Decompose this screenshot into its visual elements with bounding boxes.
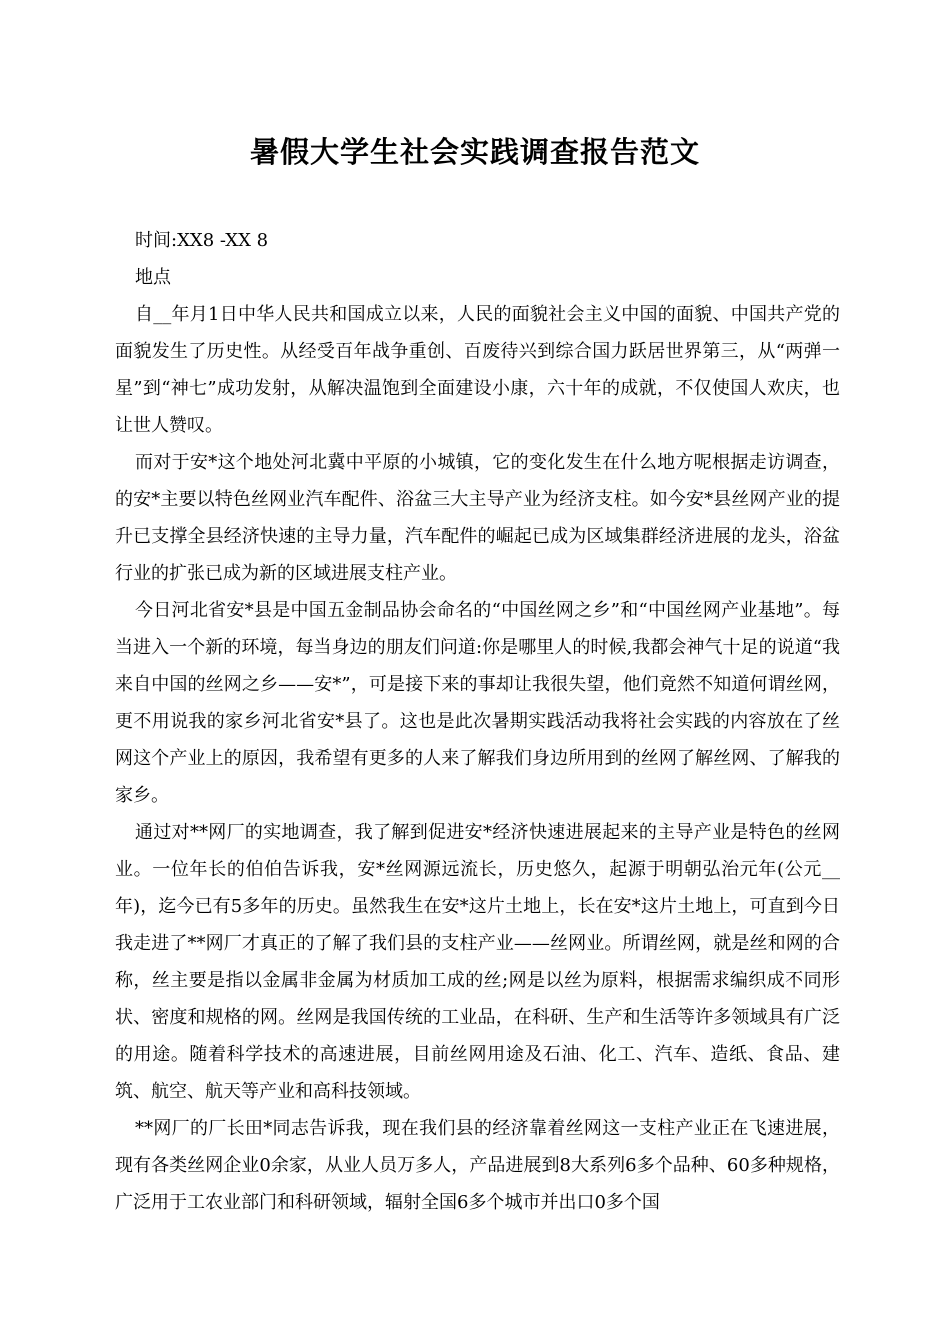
paragraph-2: 而对于安*这个地处河北冀中平原的小城镇，它的变化发生在什么地方呢根据走访调查，的安*主要以特色丝网业汽车配件、浴盆三大主导产业为经济支柱。如今安*县丝网产业的提升已支撑全县经济快速的主导力量，汽车配件的崛起已成为区域集群经济进展的龙头，浴盆行业的扩张已成为新的区域进展支柱产业。: [115, 452, 840, 584]
paragraph-1: 自__年月1日中华人民共和国成立以来，人民的面貌社会主义中国的面貌、中国共产党的面貌发生了历史性。从经受百年战争重创、百废待兴到综合国力跃居世界第三，从“两弹一星”到“神七”成功发射，从解决温饱到全面建设小康，六十年的成就，不仅使国人欢庆，也让世人赞叹。: [115, 304, 840, 436]
place-line: 地点: [135, 267, 171, 288]
paragraph-4: 通过对**网厂的实地调查，我了解到促进安*经济快速进展起来的主导产业是特色的丝网业。一位年长的伯伯告诉我，安*丝网源远流长，历史悠久，起源于明朝弘治元年(公元__年)，迄今已有5多年的历史。虽然我生在安*这片土地上，长在安*这片土地上，可直到今日我走进了**网厂才真正的了解了我们县的支柱产业——丝网业。所谓丝网，就是丝和网的合称，丝主要是指以金属非金属为材质加工成的丝;网是以丝为原料，根据需求编织成不同形状、密度和规格的网。丝网是我国传统的工业品，在科研、生产和生活等许多领域具有广泛的用途。随着科学技术的高速进展，目前丝网用途及石油、化工、汽车、造纸、食品、建筑、航空、航天等产业和高科技领域。: [115, 822, 840, 1102]
time-line: 时间:XX8 -XX 8: [135, 230, 269, 251]
paragraph-3: 今日河北省安*县是中国五金制品协会命名的“中国丝网之乡”和“中国丝网产业基地”。每当进入一个新的环境，每当身边的朋友们问道:你是哪里人的时候,我都会神气十足的说道“我来自中国的丝网之乡——安*”，可是接下来的事却让我很失望，他们竟然不知道何谓丝网，更不用说我的家乡河北省安*县了。这也是此次暑期实践活动我将社会实践的内容放在了丝网这个产业上的原因，我希望有更多的人来了解我们身边所用到的丝网了解丝网、了解我的家乡。: [115, 600, 840, 806]
paragraph-5: **网厂的厂长田*同志告诉我，现在我们县的经济靠着丝网这一支柱产业正在飞速进展，现有各类丝网企业0余家，从业人员万多人，产品进展到8大系列6多个品种、60多种规格，广泛用于工农业部门和科研领域，辐射全国6多个城市并出口0多个国: [115, 1118, 840, 1213]
document-title: 暑假大学生社会实践调查报告范文: [249, 135, 700, 169]
document-body: [115, 222, 840, 1221]
